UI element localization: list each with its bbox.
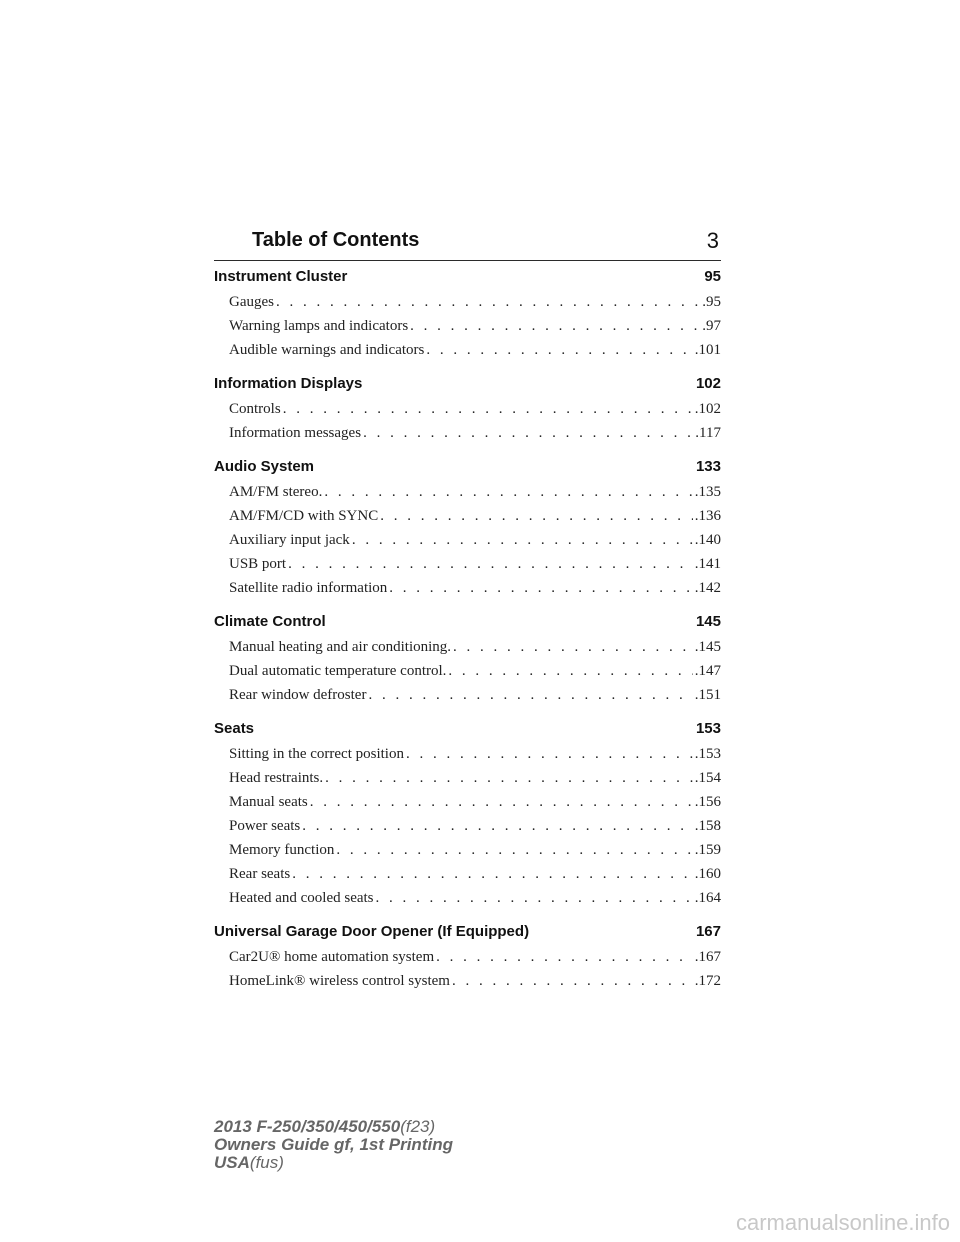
page-number: 3 bbox=[706, 228, 719, 253]
toc-entry[interactable] bbox=[214, 790, 721, 814]
entry-title: Memory function bbox=[229, 842, 335, 858]
entry-title: Audible warnings and indicators bbox=[229, 342, 425, 358]
entry-title: Rear window defroster bbox=[229, 687, 367, 703]
section-page: 95 bbox=[704, 268, 721, 285]
entry-page: .140 bbox=[694, 532, 721, 548]
dot-leader bbox=[448, 659, 692, 683]
toc-entry[interactable] bbox=[214, 945, 721, 969]
table-of-contents bbox=[214, 265, 721, 993]
entry-page: .154 bbox=[694, 770, 721, 786]
dot-leader bbox=[324, 480, 692, 504]
toc-entry[interactable] bbox=[214, 766, 721, 790]
entry-title: Rear seats bbox=[229, 866, 291, 882]
entry-title: Dual automatic temperature control. bbox=[229, 663, 447, 679]
toc-entry[interactable] bbox=[214, 480, 721, 504]
toc-entry[interactable] bbox=[214, 397, 721, 421]
section-page: 133 bbox=[695, 458, 721, 475]
footer-line-edition: Owners Guide gf, 1st Printing bbox=[214, 1135, 453, 1154]
toc-entry[interactable] bbox=[214, 528, 721, 552]
entry-page: .102 bbox=[694, 401, 721, 417]
dot-leader bbox=[325, 766, 693, 790]
entry-page: .145 bbox=[694, 639, 721, 655]
dot-leader bbox=[288, 552, 693, 576]
section-spacer bbox=[214, 445, 721, 455]
entry-page: .95 bbox=[702, 294, 721, 310]
entry-title: AM/FM stereo. bbox=[229, 484, 323, 500]
section-spacer bbox=[214, 600, 721, 610]
entry-page: .142 bbox=[694, 580, 721, 596]
entry-page: .135 bbox=[694, 484, 721, 500]
section-heading[interactable] bbox=[214, 265, 721, 289]
page-header bbox=[214, 226, 721, 261]
entry-title: Sitting in the correct position bbox=[229, 746, 404, 762]
section-title: Seats bbox=[214, 720, 255, 737]
dot-leader bbox=[376, 886, 693, 910]
toc-entry[interactable] bbox=[214, 290, 721, 314]
dot-leader bbox=[452, 969, 693, 993]
entry-page: .117 bbox=[695, 425, 721, 441]
entry-title: Auxiliary input jack bbox=[229, 532, 350, 548]
dot-leader bbox=[380, 504, 693, 528]
toc-entry[interactable] bbox=[214, 886, 721, 910]
entry-page: .151 bbox=[694, 687, 721, 703]
toc-entry[interactable] bbox=[214, 635, 721, 659]
toc-section bbox=[214, 920, 721, 993]
section-title: Universal Garage Door Opener (If Equipped) bbox=[214, 923, 530, 940]
entry-title: Information messages bbox=[229, 425, 362, 441]
dot-leader bbox=[292, 862, 693, 886]
dot-leader bbox=[276, 290, 700, 314]
section-heading[interactable] bbox=[214, 610, 721, 634]
entry-page: .101 bbox=[694, 342, 721, 358]
section-page: 145 bbox=[695, 613, 721, 630]
dot-leader bbox=[302, 814, 693, 838]
section-page: 153 bbox=[695, 720, 721, 737]
toc-entry[interactable] bbox=[214, 338, 721, 362]
dot-leader bbox=[283, 397, 693, 421]
entry-page: .158 bbox=[694, 818, 721, 834]
dot-leader bbox=[426, 338, 692, 362]
entry-page: .167 bbox=[694, 949, 721, 965]
dot-leader bbox=[410, 314, 700, 338]
entry-page: .160 bbox=[694, 866, 721, 882]
section-spacer bbox=[214, 707, 721, 717]
entry-title: Controls bbox=[229, 401, 281, 417]
document-footer bbox=[214, 1118, 453, 1172]
entry-title: AM/FM/CD with SYNC bbox=[229, 508, 379, 524]
entry-page: .159 bbox=[694, 842, 721, 858]
section-page: 102 bbox=[695, 375, 721, 392]
dot-leader bbox=[310, 790, 693, 814]
toc-entry[interactable] bbox=[214, 742, 721, 766]
section-title: Instrument Cluster bbox=[214, 268, 348, 285]
toc-section bbox=[214, 610, 721, 707]
dot-leader bbox=[389, 576, 692, 600]
entry-title: Satellite radio information bbox=[229, 580, 388, 596]
toc-section bbox=[214, 717, 721, 910]
entry-title: Gauges bbox=[229, 294, 274, 310]
dot-leader bbox=[406, 742, 693, 766]
page-title: Table of Contents bbox=[252, 229, 420, 251]
toc-entry[interactable] bbox=[214, 552, 721, 576]
toc-entry[interactable] bbox=[214, 838, 721, 862]
entry-title: Power seats bbox=[229, 818, 301, 834]
section-spacer bbox=[214, 362, 721, 372]
entry-page: .156 bbox=[694, 794, 721, 810]
toc-entry[interactable] bbox=[214, 576, 721, 600]
section-heading[interactable] bbox=[214, 920, 721, 944]
section-title: Information Displays bbox=[214, 375, 363, 392]
watermark: carmanualsonline.info bbox=[735, 1210, 950, 1235]
dot-leader bbox=[336, 838, 692, 862]
toc-section bbox=[214, 455, 721, 600]
entry-title: Manual heating and air conditioning. bbox=[229, 639, 452, 655]
section-spacer bbox=[214, 910, 721, 920]
entry-page: .136 bbox=[694, 508, 721, 524]
dot-leader bbox=[453, 635, 693, 659]
section-heading[interactable] bbox=[214, 372, 721, 396]
toc-section bbox=[214, 372, 721, 445]
section-title: Audio System bbox=[214, 458, 315, 475]
dot-leader bbox=[436, 945, 693, 969]
section-heading[interactable] bbox=[214, 717, 721, 741]
entry-page: .172 bbox=[694, 973, 721, 989]
dot-leader bbox=[352, 528, 693, 552]
toc-entry[interactable] bbox=[214, 504, 721, 528]
entry-title: Warning lamps and indicators bbox=[229, 318, 409, 334]
dot-leader bbox=[368, 683, 692, 707]
footer-line-model: 2013 F-250/350/450/550(f23) bbox=[214, 1117, 436, 1136]
toc-entry[interactable] bbox=[214, 969, 721, 993]
entry-page: .153 bbox=[694, 746, 721, 762]
entry-page: .141 bbox=[694, 556, 721, 572]
toc-entry[interactable] bbox=[214, 659, 721, 683]
dot-leader bbox=[363, 421, 693, 445]
entry-page: .164 bbox=[694, 890, 721, 906]
entry-title: HomeLink® wireless control system bbox=[229, 973, 450, 989]
toc-entry[interactable] bbox=[214, 814, 721, 838]
footer-line-market: USA(fus) bbox=[214, 1153, 284, 1172]
entry-title: Head restraints. bbox=[229, 770, 324, 786]
toc-entry[interactable] bbox=[214, 862, 721, 886]
section-title: Climate Control bbox=[214, 613, 326, 630]
toc-section bbox=[214, 265, 721, 362]
toc-entry[interactable] bbox=[214, 314, 721, 338]
section-page: 167 bbox=[695, 923, 721, 940]
entry-page: .147 bbox=[694, 663, 721, 679]
entry-title: USB port bbox=[229, 556, 287, 572]
entry-page: .97 bbox=[702, 318, 721, 334]
toc-entry[interactable] bbox=[214, 421, 721, 445]
entry-title: Manual seats bbox=[229, 794, 308, 810]
entry-title: Heated and cooled seats bbox=[229, 890, 374, 906]
entry-title: Car2U® home automation system bbox=[229, 949, 435, 965]
toc-entry[interactable] bbox=[214, 683, 721, 707]
section-heading[interactable] bbox=[214, 455, 721, 479]
